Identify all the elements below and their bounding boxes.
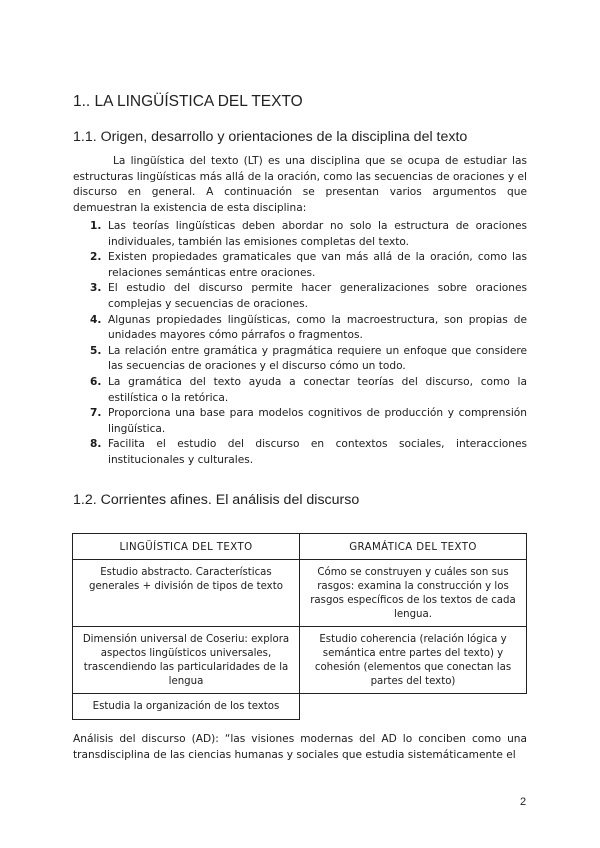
section-title: 1.. LA LINGÜÍSTICA DEL TEXTO (73, 93, 303, 110)
arguments-list (73, 219, 527, 469)
list-item: 3. El estudio del discurso permite hacer generalizaciones sobre oraciones complejas y secuencias de oraciones. (90, 282, 527, 310)
list-item: 2. Existen propiedades gramaticales que van más allá de la oración, como las relaciones semánticas entre oraciones. (90, 251, 527, 279)
discourse-analysis-paragraph: Análisis del discurso (AD): “las visiones modernas del AD lo conciben como una transdisciplina de las ciencias humanas y sociales que estudia sistemáticamente el (73, 733, 527, 761)
list-item: 1. Las teorías lingüísticas deben abordar no solo la estructura de oraciones individuales, también las emisiones completas del texto. (90, 220, 527, 248)
table-header-row (73, 534, 527, 560)
list-item: 5. La relación entre gramática y pragmática requiere un enfoque que considere las secuencias de oraciones y el discurso cómo un todo. (90, 344, 527, 373)
table-cell: Dimensión universal de Coseriu: explora aspectos lingüísticos universales, trascendiendo las particularidades de la lengua (73, 627, 300, 694)
list-item: 6. La gramática del texto ayuda a conectar teorías del discurso, como la estilística o la retórica. (90, 375, 527, 404)
table-cell: Estudio abstracto. Características generales + división de tipos de texto (73, 560, 300, 627)
table-header-cell: LINGÜÍSTICA DEL TEXTO (73, 534, 300, 560)
list-item: 8. Facilita el estudio del discurso en contextos sociales, interacciones institucionales y culturales. (90, 438, 527, 466)
intro-paragraph: La lingüística del texto (LT) es una disciplina que se ocupa de estudiar las estructuras lingüísticas más allá de la oración, como las secuencias de oraciones y el discurso en general. A continuación se presentan varios argumentos que demuestran la existencia de esta disciplina: (73, 155, 527, 214)
table-header-cell: GRAMÁTICA DEL TEXTO (300, 534, 527, 560)
table-row (73, 560, 527, 627)
table-cell: Estudia la organización de los textos (73, 694, 300, 720)
table-row (73, 627, 527, 694)
subsection-1-title: 1.1. Origen, desarrollo y orientaciones de la disciplina del texto (73, 129, 468, 145)
table-cell: Estudio coherencia (relación lógica y semántica entre partes del texto) y cohesión (elementos que conectan las partes del texto) (300, 627, 527, 694)
comparison-table (72, 533, 527, 720)
table-cell: Cómo se construyen y cuáles son sus rasgos: examina la construcción y los rasgos específicos de los textos de cada lengua. (300, 560, 527, 627)
table-cell-empty (300, 694, 527, 720)
list-item: 4. Algunas propiedades lingüísticas, como la macroestructura, son propias de unidades mayores cómo párrafos o fragmentos. (90, 313, 527, 342)
subsection-2-title: 1.2. Corrientes afines. El análisis del discurso (73, 492, 360, 508)
list-item: 7. Proporciona una base para modelos cognitivos de producción y comprensión lingüística. (90, 407, 527, 435)
table-row (73, 694, 527, 720)
page-number: 2 (520, 796, 527, 808)
